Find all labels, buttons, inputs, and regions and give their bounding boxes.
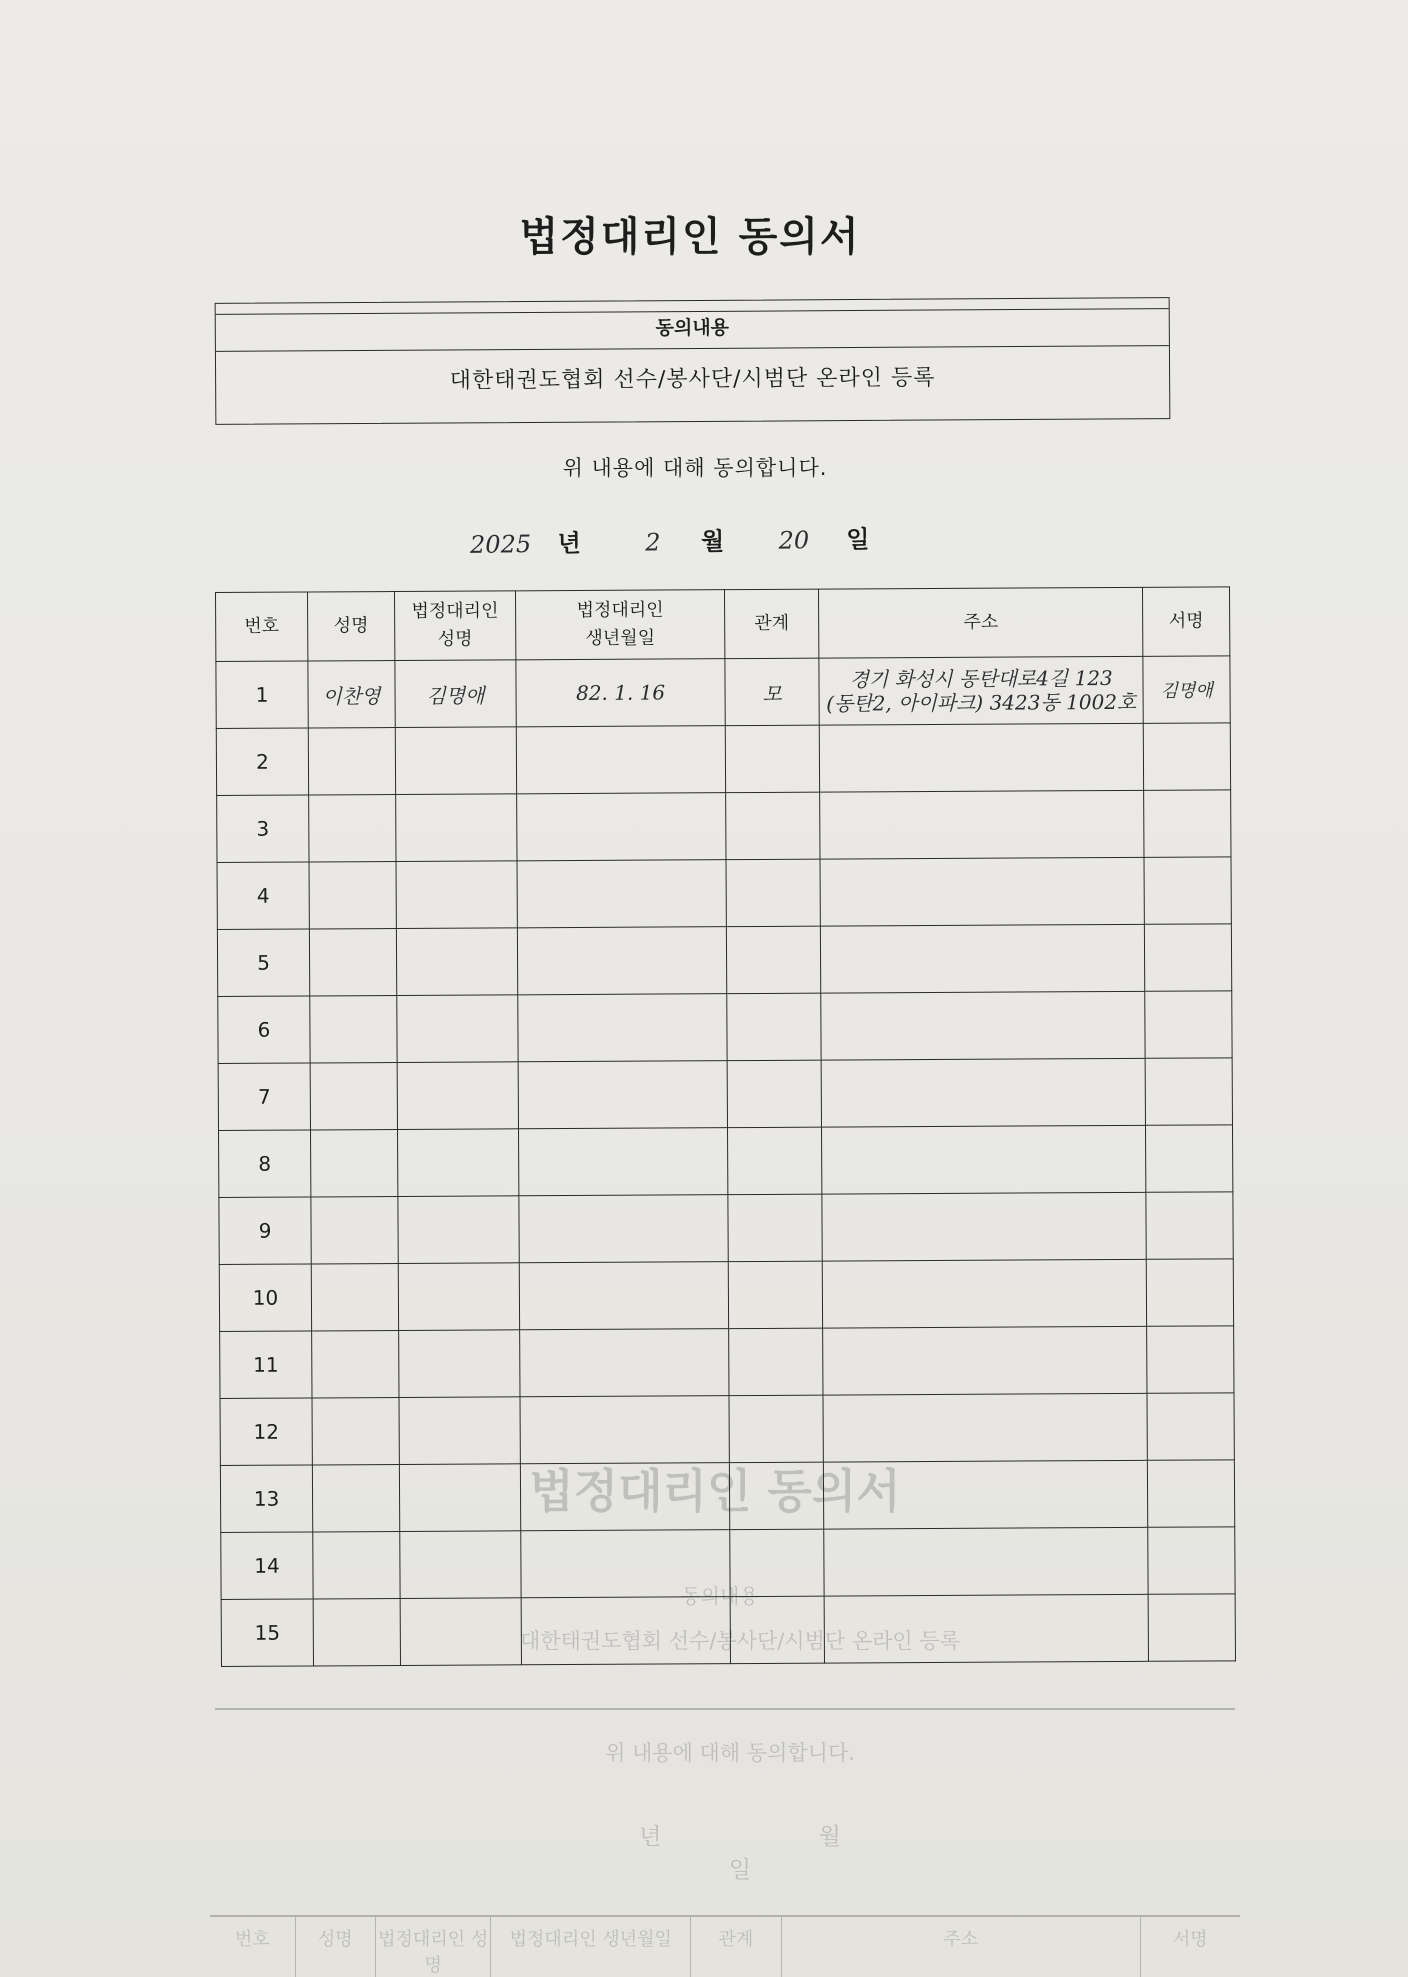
- bleed-header-relation: 관계: [690, 1917, 780, 1977]
- row-no: 2: [216, 728, 308, 796]
- row-no: 12: [220, 1398, 312, 1466]
- agree-statement: 위 내용에 대해 동의합니다.: [562, 456, 828, 480]
- table-header-row: [216, 587, 1230, 662]
- row-no: 11: [220, 1331, 312, 1399]
- bleed-header-no: 번호: [234, 1929, 270, 1950]
- row-no: 5: [217, 929, 309, 997]
- date-line: [470, 519, 887, 560]
- row-no: 15: [221, 1599, 313, 1667]
- table-row: [220, 1393, 1234, 1466]
- table-row: [221, 1594, 1235, 1667]
- bleed-header-address: 주소: [781, 1917, 1140, 1977]
- table-row: [217, 790, 1231, 863]
- date-day-label: 일: [846, 525, 870, 554]
- row-no: 14: [221, 1532, 313, 1600]
- header-relation: 관계: [725, 589, 819, 659]
- bleed-through-consent-header: 동의내용: [681, 1584, 759, 1608]
- bleed-header-guardian-birth: 법정대리인 생년월일: [490, 1917, 690, 1977]
- consent-content-box: [215, 297, 1171, 425]
- row-no: 6: [218, 996, 310, 1064]
- header-guardian-birth-line2: 생년월일: [585, 627, 656, 649]
- bleed-header-name: 성명: [295, 1917, 376, 1977]
- row-signature: 김명애: [1143, 656, 1230, 723]
- header-no: 번호: [216, 592, 308, 662]
- row-guardian-birth: 82. 1. 16: [516, 659, 725, 727]
- bleed-header-signature: 서명: [1140, 1917, 1240, 1977]
- row-no: 13: [220, 1465, 312, 1533]
- header-guardian-birth-line1: 법정대리인: [576, 599, 664, 621]
- bleed-header-guardian-name: 법정대리인 성명: [375, 1917, 490, 1977]
- date-month: 2: [645, 528, 661, 557]
- row-no: 8: [219, 1130, 311, 1198]
- row-no: 4: [217, 862, 309, 930]
- row-no: 9: [219, 1197, 311, 1265]
- header-name: 성명: [307, 591, 394, 660]
- date-month-label: 월: [700, 527, 725, 556]
- table-row: [219, 1125, 1233, 1198]
- table-row: [219, 1259, 1233, 1332]
- bleed-through-consent-body: 대한태권도협회 선수/봉사단/시범단 온라인 등록: [520, 1629, 960, 1653]
- consent-header: 동의내용: [216, 308, 1169, 352]
- table-row: [217, 924, 1231, 997]
- header-guardian-name: [394, 591, 516, 661]
- table-row: [219, 1192, 1233, 1265]
- table-row: [220, 1460, 1234, 1533]
- bleed-through-title: 법정대리인 동의서: [529, 1464, 901, 1518]
- header-signature: 서명: [1143, 587, 1230, 656]
- header-guardian-birth: [515, 590, 724, 660]
- table-row: [220, 1326, 1234, 1399]
- table-row: [217, 857, 1231, 930]
- table-row: [218, 991, 1232, 1064]
- header-guardian-name-line2: 성명: [437, 628, 473, 650]
- date-day: 20: [778, 526, 810, 555]
- bleed-through-table-header: [210, 1915, 1240, 1977]
- row-address-line1: 경기 화성시 동탄대로4길 123: [849, 665, 1113, 692]
- header-guardian-name-line1: 법정대리인: [411, 600, 499, 622]
- guardian-register-table: [215, 586, 1236, 1667]
- table-row: [221, 1527, 1235, 1600]
- document-title: 법정대리인 동의서: [519, 214, 861, 260]
- bleed-through-date: 년 월 일: [639, 1824, 841, 1883]
- row-name: 이찬영: [308, 660, 395, 727]
- row-no: 7: [218, 1063, 310, 1131]
- row-relation: 모: [725, 658, 819, 726]
- date-year: 2025: [469, 530, 532, 559]
- row-address-line2: (동탄2, 아이파크) 3423동 1002호: [826, 689, 1137, 716]
- bleed-through-rule: [215, 1708, 1235, 1710]
- bleed-through-agree: 위 내용에 대해 동의합니다.: [605, 1741, 855, 1765]
- row-address: [819, 656, 1143, 725]
- table-row: [218, 1058, 1232, 1131]
- table-row: [216, 723, 1230, 796]
- row-no: 1: [216, 661, 308, 729]
- header-address: 주소: [819, 587, 1143, 658]
- row-guardian-name: 김명애: [395, 660, 517, 728]
- row-no: 10: [219, 1264, 311, 1332]
- consent-body: 대한태권도협회 선수/봉사단/시범단 온라인 등록: [449, 365, 936, 394]
- row-no: 3: [217, 795, 309, 863]
- date-year-label: 년: [557, 529, 582, 558]
- table-row: [216, 656, 1230, 729]
